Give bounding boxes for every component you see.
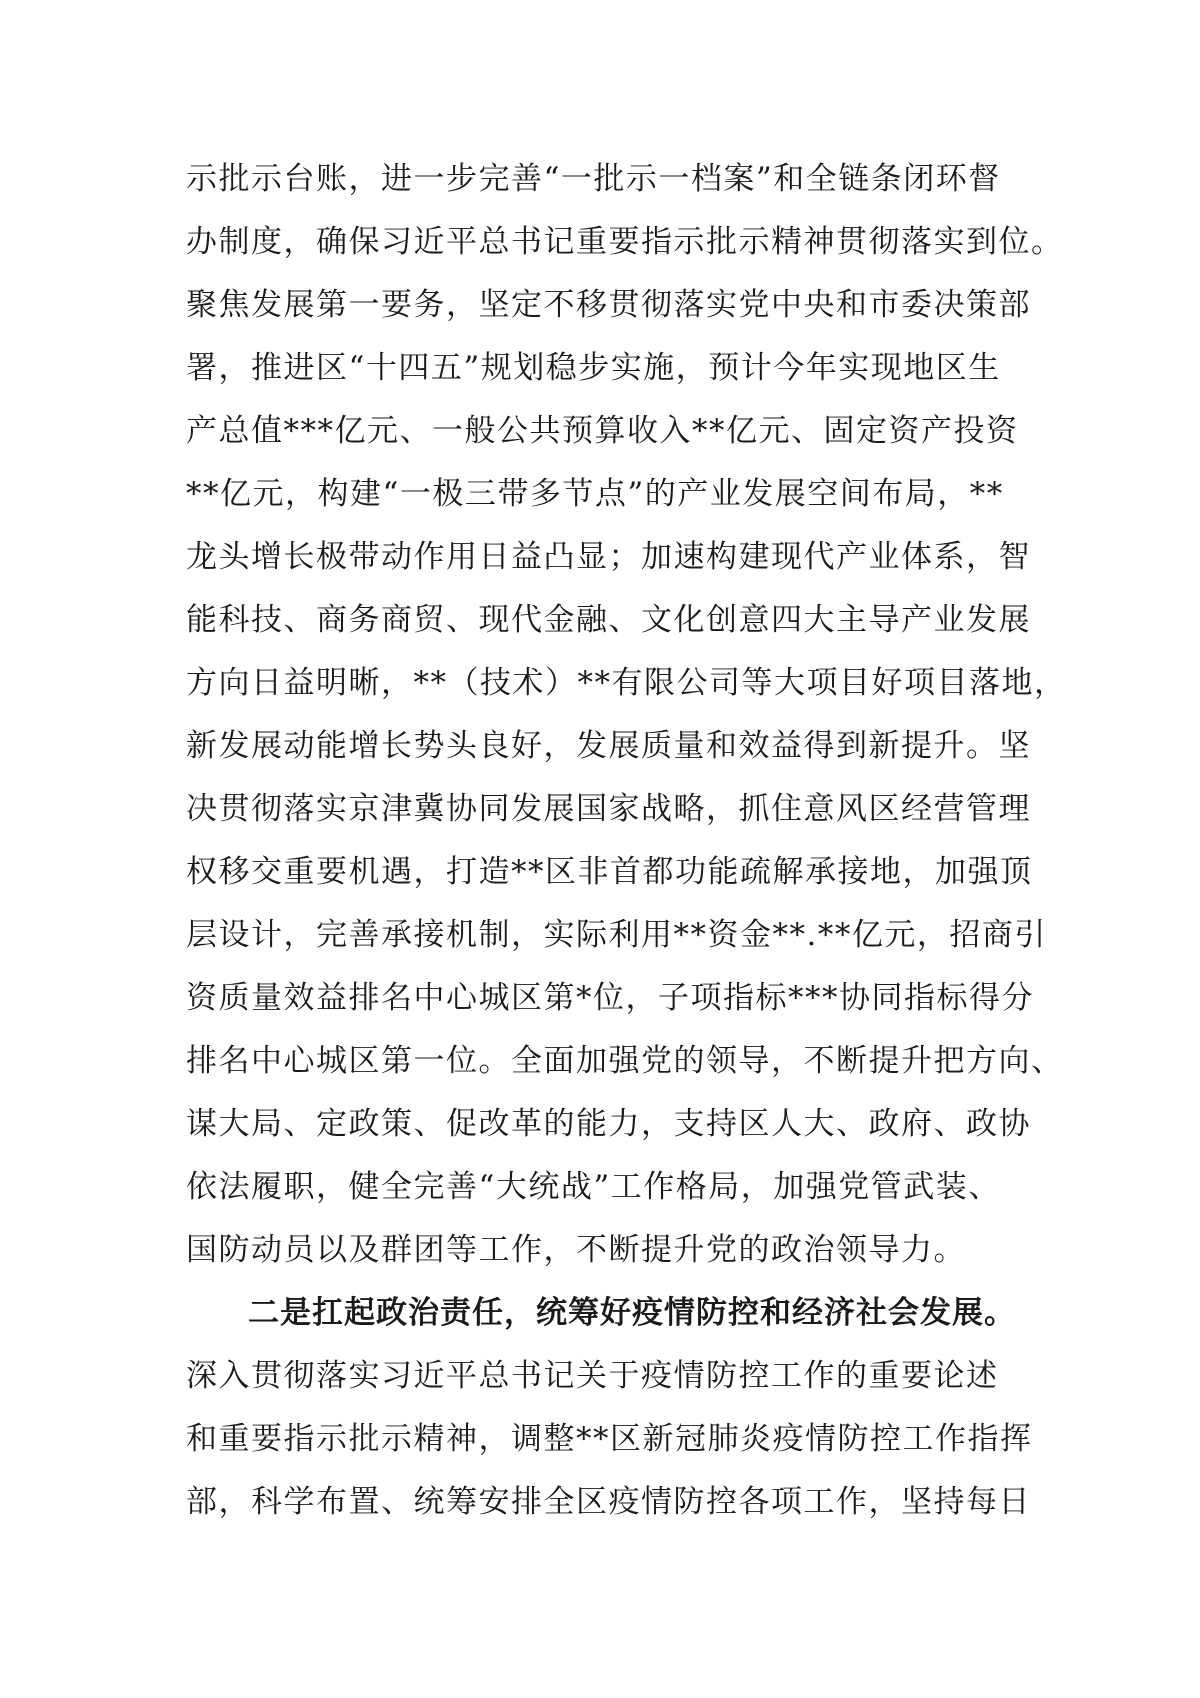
text-line: 方向日益明晰，**（技术）**有限公司等大项目好项目落地，	[186, 665, 1067, 701]
text-line: 和重要指示批示精神，调整**区新冠肺炎疫情防控工作指挥	[186, 1421, 1033, 1457]
text-line: 产总值***亿元、一般公共预算收入**亿元、固定资产投资	[186, 413, 1019, 449]
text-line: 资质量效益排名中心城区第*位，子项指标***协同指标得分	[186, 980, 1034, 1016]
body-text	[186, 148, 1066, 1534]
text-line: 聚焦发展第一要务，坚定不移贯彻落实党中央和市委决策部	[186, 287, 1031, 323]
text-line: 署，推进区“十四五”规划稳步实施，预计今年实现地区生	[186, 350, 1001, 386]
text-line: 办制度，确保习近平总书记重要指示批示精神贯彻落实到位。	[186, 224, 1064, 260]
text-line: 国防动员以及群团等工作，不断提升党的政治领导力。	[186, 1232, 966, 1268]
text-line: 决贯彻落实京津冀协同发展国家战略，抓住意风区经营管理	[186, 791, 1031, 827]
section-heading: 二是扛起政治责任，统筹好疫情防控和经济社会发展。	[248, 1295, 1016, 1331]
text-line: 能科技、商务商贸、现代金融、文化创意四大主导产业发展	[186, 602, 1031, 638]
text-line: 谋大局、定政策、促改革的能力，支持区人大、政府、政协	[186, 1106, 1031, 1142]
text-line: 层设计，完善承接机制，实际利用**资金**.**亿元，招商引	[186, 917, 1047, 953]
text-line: 深入贯彻落实习近平总书记关于疫情防控工作的重要论述	[186, 1358, 999, 1394]
text-line: 权移交重要机遇，打造**区非首都功能疏解承接地，加强顶	[186, 854, 1033, 890]
text-line: 示批示台账，进一步完善“一批示一档案”和全链条闭环督	[186, 161, 1001, 197]
text-line: 新发展动能增长势头良好，发展质量和效益得到新提升。坚	[186, 728, 1031, 764]
text-line: 依法履职，健全完善“大统战”工作格局，加强党管武装、	[186, 1169, 1001, 1205]
text-line: 龙头增长极带动作用日益凸显；加速构建现代产业体系，智	[186, 539, 1031, 575]
text-line: 排名中心城区第一位。全面加强党的领导，不断提升把方向、	[186, 1043, 1064, 1079]
text-line: 部，科学布置、统筹安排全区疫情防控各项工作，坚持每日	[186, 1484, 1031, 1520]
text-line: **亿元，构建“一极三带多节点”的产业发展空间布局，**	[186, 476, 1004, 512]
